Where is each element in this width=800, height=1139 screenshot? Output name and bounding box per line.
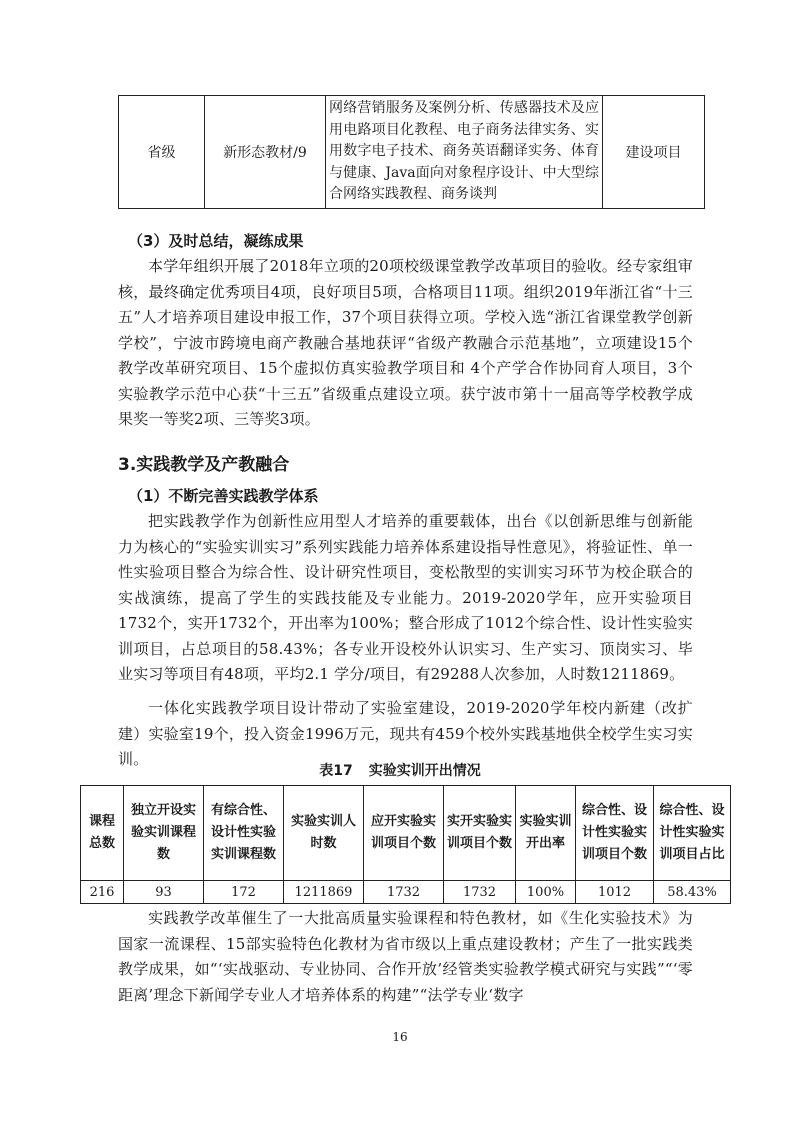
table-cell: 1732	[364, 881, 444, 904]
paragraph-outcomes: 实践教学改革催生了一大批高质量实验课程和特色教材，如《生化实验技术》为国家一流课程、15部实验特色化教材为省市级以上重点建设教材；产生了一批实践类教学成果，如“‘实战驱动、专业协同、合作开放’经管类实验教学模式研究与实践”“‘零距离’理念下新闻学专业人才培养体系的构建”“法学专业‘数字	[118, 909, 693, 1004]
page-number: 16	[392, 1030, 408, 1044]
level-cell: 省级	[119, 96, 205, 209]
type-cell: 新形态教材/9	[205, 96, 326, 209]
status-cell: 建设项目	[603, 96, 705, 209]
table-caption	[0, 760, 800, 780]
table-cell: 1732	[444, 881, 516, 904]
table-cell: 1012	[576, 881, 654, 904]
paragraph-lab-construction: 一体化实践教学项目设计带动了实验室建设，2019-2020学年校内新建（改扩建）实验室19个，投入资金1996万元，现共有459个校外实践基地供全校学生实习实训。	[118, 699, 693, 768]
table-title: 实验实训开出情况	[368, 763, 481, 779]
section-heading-practice-system: （1）不断完善实践教学体系	[128, 487, 319, 505]
textbook-table	[118, 95, 705, 209]
table-cell: 1211869	[284, 881, 364, 904]
section-heading-summary: （3）及时总结，凝练成果	[128, 232, 304, 250]
header-actual-projects: 实开实验实训项目个数	[444, 786, 516, 881]
header-comprehensive-ratio: 综合性、设计性实验实训项目占比	[654, 786, 731, 881]
textbook-names-cell: 网络营销服务及案例分析、传感器技术及应用电路项目化教程、电子商务法律实务、实用数字电子技术、商务英语翻译实务、体育与健康、Java面向对象程序设计、中大型综合网络实践教程、商务谈判	[326, 96, 603, 209]
header-person-hours: 实验实训人时数	[284, 786, 364, 881]
table-row	[81, 881, 731, 904]
experiment-table	[80, 785, 731, 904]
table-cell: 100%	[516, 881, 576, 904]
table-number: 表17	[319, 763, 353, 779]
table-cell: 172	[204, 881, 284, 904]
table-row	[119, 96, 705, 209]
header-course-total: 课程总数	[81, 786, 124, 881]
table-header-row	[81, 786, 731, 881]
paragraph-practice-system: 把实践教学作为创新性应用型人才培养的重要载体，出台《以创新思维与创新能力为核心的“实验实训实习”系列实践能力培养体系建设指导性意见》，将验证性、单一性实验项目整合为综合性、设计研究性项目，变松散型的实训实习环节为校企联合的实战演练，提高了学生的实践技能及专业能力。2019-2020学年，应开实验项目1732个，实开1732个，开出率为100%；整合形成了1012个综合性、设计性实验实训项目，占总项目的58.43%；各专业开设校外认识实习、生产实习、顶岗实习、毕业实习等项目有48项，平均2.1 学分/项目，有29288人次参加，人时数1211869。	[118, 512, 693, 683]
paragraph-summary: 本学年组织开展了2018年立项的20项校级课堂教学改革项目的验收。经专家组审核，最终确定优秀项目4项，良好项目5项，合格项目11项。组织2019年浙江省“十三五”人才培养项目建设申报工作，37个项目获得立项。学校入选“浙江省课堂教学创新学校”，宁波市跨境电商产教融合基地获评“省级产教融合示范基地”，立项建设15个教学改革研究项目、15个虚拟仿真实验教学项目和 4个产学合作协同育人项目，3个实验教学示范中心获“十三五”省级重点建设立项。获宁波市第十一届高等学校教学成果奖一等奖2项、三等奖3项。	[118, 257, 693, 428]
table-cell: 58.43%	[654, 881, 731, 904]
header-comprehensive-projects: 综合性、设计性实验实训项目个数	[576, 786, 654, 881]
table-cell: 93	[124, 881, 204, 904]
header-comprehensive-courses: 有综合性、设计性实验实训课程数	[204, 786, 284, 881]
header-independent-courses: 独立开设实验实训课程数	[124, 786, 204, 881]
header-planned-projects: 应开实验实训项目个数	[364, 786, 444, 881]
table-cell: 216	[81, 881, 124, 904]
header-open-rate: 实验实训开出率	[516, 786, 576, 881]
section-heading-practice: 3.实践教学及产教融合	[118, 455, 290, 475]
